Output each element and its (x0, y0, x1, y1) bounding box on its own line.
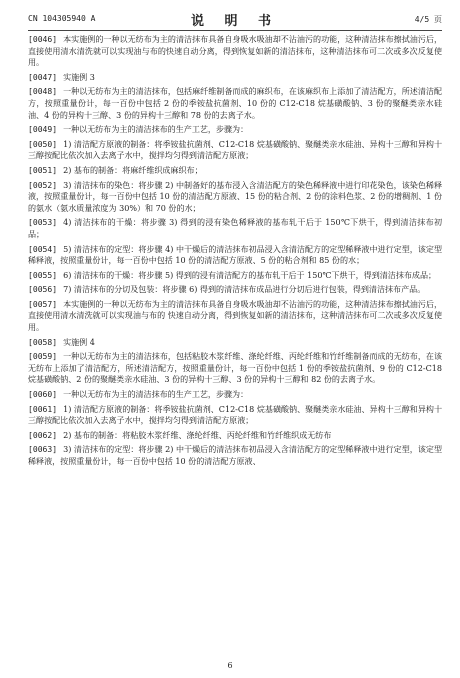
paragraph-number: [0054] (28, 244, 58, 254)
paragraph (28, 351, 442, 386)
paragraph-number: [0051] (28, 165, 58, 175)
paragraph-text: 1) 清洁配方原液的制备：将季铵盐抗菌剂、C12-C18 烷基磺酸钠、聚醚类亲水硅油、异构十三醇和异构十三醇按配比依次加入去离子水中，搅拌均匀得到清洁配方原液； (28, 404, 442, 426)
paragraph-number: [0059] (28, 352, 58, 362)
paragraph-number: [0047] (28, 72, 58, 82)
paragraph-number: [0062] (28, 430, 58, 440)
paragraph (28, 299, 442, 334)
paragraph (28, 165, 442, 177)
page-header (28, 8, 442, 31)
paragraph-text: 一种以无纺布为主的清洁抹布，包括麻纤维制备而成的麻织布，在该麻织布上添加了清洁配方，所述清洁配方，按照重量份计，每一百份中包括 2 份的季铵盐抗菌剂、10 份的 C12-C18 烷基磺酸钠、3 份的聚醚类亲水硅油、4 份的异构十三醇、3 份的异构十三醇和 78 份的去离子水。 (28, 87, 442, 120)
paragraph-text: 5) 清洁抹布的定型：将步骤 4) 中干燥后的清洁抹布初品浸入含清洁配方的定型稀释液中进行定型，该定型稀释液，按照重量份计，每一百份中包括 10 份的清洁配方原液、5 份的粘合剂和 85 份的水； (28, 244, 442, 266)
paragraph (28, 217, 442, 240)
paragraph-text: 6) 清洁抹布的干燥：将步骤 5) 得到的浸有清洁配方的基布轧干后于 150℃下烘干，得到清洁抹布成品； (63, 270, 437, 280)
paragraph (28, 270, 442, 282)
paragraph-text: 3) 清洁抹布的染色：将步骤 2) 中制备好的基布浸入含清洁配方的染色稀释液中进行印花染色，该染色稀释液，按照重量份计，每一百份中包括 10 份的清洁配方原液、15 份的粘合剂、2 份的涂料色浆、2 份的增稠剂、1 份的氨水（氨水质量浓度为 30%）和 70 份的水； (28, 180, 442, 213)
document-body (28, 34, 442, 471)
paragraph-text: 本实施例的一种以无纺布为主的清洁抹布具备自身吸水吸油却不沾油污的功能，这种清洁抹布擦拭油污后，直接使用清水清洗就可以实现油与布的快速自动分离，得到恢复如新的清洁抹布，这种清洁抹布可二次或多次反复使用。 (28, 35, 442, 68)
paragraph-text: 一种以无纺布为主的清洁抹布的生产工艺，步骤为： (63, 125, 249, 135)
paragraph-text: 1) 清洁配方原液的制备：将季铵盐抗菌剂、C12-C18 烷基磺酸钠、聚醚类亲水硅油、异构十三醇和异构十三醇按配比依次加入去离子水中，搅拌均匀得到清洁配方原液； (28, 139, 442, 161)
paragraph (28, 244, 442, 267)
paragraph (28, 86, 442, 121)
paragraph-number: [0053] (28, 218, 58, 228)
paragraph (28, 444, 442, 467)
paragraph-number: [0055] (28, 270, 58, 280)
paragraph-text: 2) 基布的制备：将粘胶木浆纤维、涤纶纤维、丙纶纤维和竹纤维织成无纺布 (63, 430, 332, 440)
paragraph-text: 一种以无纺布为主的清洁抹布的生产工艺，步骤为： (63, 390, 249, 400)
paragraph-number: [0063] (28, 445, 58, 455)
paragraph-number: [0052] (28, 180, 58, 190)
paragraph-text: 4) 清洁抹布的干燥：将步骤 3) 得到的浸有染色稀释液的基布轧干后于 150℃下烘干，得到清洁抹布初品； (28, 218, 442, 239)
paragraph-text: 3) 清洁抹布的定型：将步骤 2) 中干燥后的清洁抹布初品浸入含清洁配方的定型稀释液中进行定型，该定型稀释液，按照重量份计，每一百份中包括 10 份的清洁配方原液、 (28, 445, 442, 466)
paragraph (28, 34, 442, 69)
paragraph-text: 本实施例的一种以无纺布为主的清洁抹布具备自身吸水吸油却不沾油污的功能，这种清洁抹布擦拭油污后，直接使用清水清洗就可以实现油与布的 快速自动分离，得到恢复如新的清洁抹布，这种清洁抹布可二次或多次反复使用。 (28, 299, 442, 333)
document-title: 说 明 书 (190, 14, 280, 29)
paragraph-number: [0050] (28, 139, 58, 149)
paragraph (28, 72, 442, 84)
paragraph-number: [0046] (28, 35, 58, 44)
paragraph (28, 124, 442, 136)
paragraph-number: [0048] (28, 87, 58, 97)
paragraph-number: [0061] (28, 404, 58, 414)
paragraph-number: [0058] (28, 337, 58, 347)
paragraph-text: 实施例 4 (63, 337, 95, 347)
paragraph (28, 389, 442, 401)
paragraph (28, 284, 442, 296)
paragraph-text: 一种以无纺布为主的清洁抹布，包括粘胶木浆纤维、涤纶纤维、丙纶纤维和竹纤维制备而成的无纺布，在该无纺布上添加了清洁配方，所述清洁配方，按照重量份计，每一百份中包括 1 份的季铵盐抗菌剂、9 份的 C12-C18 烷基磺酸钠、2 份的聚醚类亲水硅油、3 份的异构十三醇、3 份的异构十三醇和 82 份的去离子水。 (28, 352, 442, 385)
paragraph (28, 430, 442, 442)
publication-number: CN 104305940 A (28, 14, 96, 23)
page-number: 6 (227, 661, 233, 670)
paragraph (28, 180, 442, 215)
paragraph-number: [0057] (28, 299, 58, 309)
paragraph-text: 7) 清洁抹布的分切及包装：将步骤 6) 得到的清洁抹布成品进行分切后进行包装，得到清洁抹布产品。 (63, 285, 426, 295)
paragraph-number: [0056] (28, 285, 58, 295)
paragraph-text: 实施例 3 (63, 72, 95, 82)
paragraph-text: 2) 基布的制备：将麻纤维织成麻织布； (63, 165, 203, 175)
paragraph (28, 139, 442, 162)
paragraph-number: [0060] (28, 390, 58, 400)
paragraph (28, 404, 442, 427)
paragraph-number: [0049] (28, 125, 58, 135)
page-info: 4/5 页 (414, 15, 442, 24)
paragraph (28, 337, 442, 349)
